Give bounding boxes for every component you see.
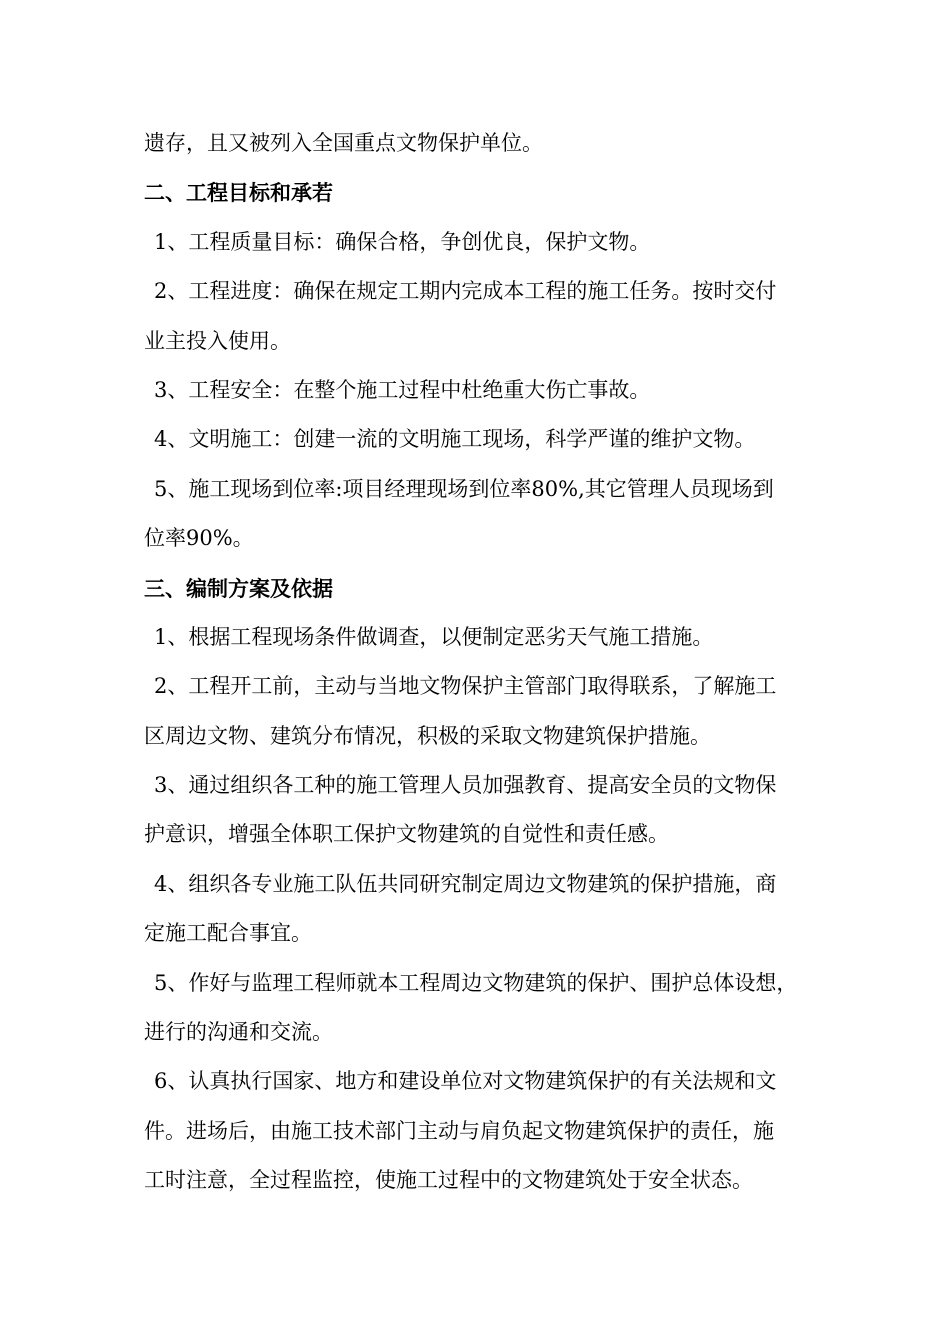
list-item: 3、工程安全：在整个施工过程中杜绝重大伤亡事故。: [154, 377, 651, 402]
body-line: 区周边文物、建筑分布情况，积极的采取文物建筑保护措施。: [144, 723, 711, 748]
list-item: 4、文明施工：创建一流的文明施工现场，科学严谨的维护文物。: [154, 427, 756, 452]
list-item: 5、作好与监理工程师就本工程周边文物建筑的保护、围护总体设想，: [154, 970, 798, 995]
body-line: 业主投入使用。: [144, 328, 291, 353]
list-item: 5、施工现场到位率:项目经理现场到位率80%,其它管理人员现场到: [154, 476, 774, 501]
document-page: [144, 119, 824, 1206]
body-line: 定施工配合事宜。: [144, 921, 312, 946]
list-item: 3、通过组织各工种的施工管理人员加强教育、提高安全员的文物保: [154, 773, 777, 798]
body-line: 护意识，增强全体职工保护文物建筑的自觉性和责任感。: [144, 822, 669, 847]
body-line: 工时注意，全过程监控，使施工过程中的文物建筑处于安全状态。: [144, 1168, 753, 1193]
list-item: 4、组织各专业施工队伍共同研究制定周边文物建筑的保护措施，商: [154, 871, 777, 896]
list-item: 1、工程质量目标：确保合格，争创优良，保护文物。: [154, 229, 651, 254]
section-heading: 二、工程目标和承若: [144, 180, 333, 206]
body-line: 遗存，且又被列入全国重点文物保护单位。: [144, 131, 543, 155]
list-item: 1、根据工程现场条件做调查，以便制定恶劣天气施工措施。: [154, 624, 714, 649]
body-line: 件。进场后，由施工技术部门主动与肩负起文物建筑保护的责任，施: [144, 1118, 774, 1143]
list-item: 6、认真执行国家、地方和建设单位对文物建筑保护的有关法规和文: [154, 1069, 777, 1094]
section-heading: 三、编制方案及依据: [144, 575, 333, 601]
list-item: 2、工程进度：确保在规定工期内完成本工程的施工任务。按时交付: [154, 279, 777, 304]
body-line: 进行的沟通和交流。: [144, 1020, 333, 1045]
list-item: 2、工程开工前，主动与当地文物保护主管部门取得联系，了解施工: [154, 674, 777, 699]
body-line: 位率90%。: [144, 526, 254, 551]
